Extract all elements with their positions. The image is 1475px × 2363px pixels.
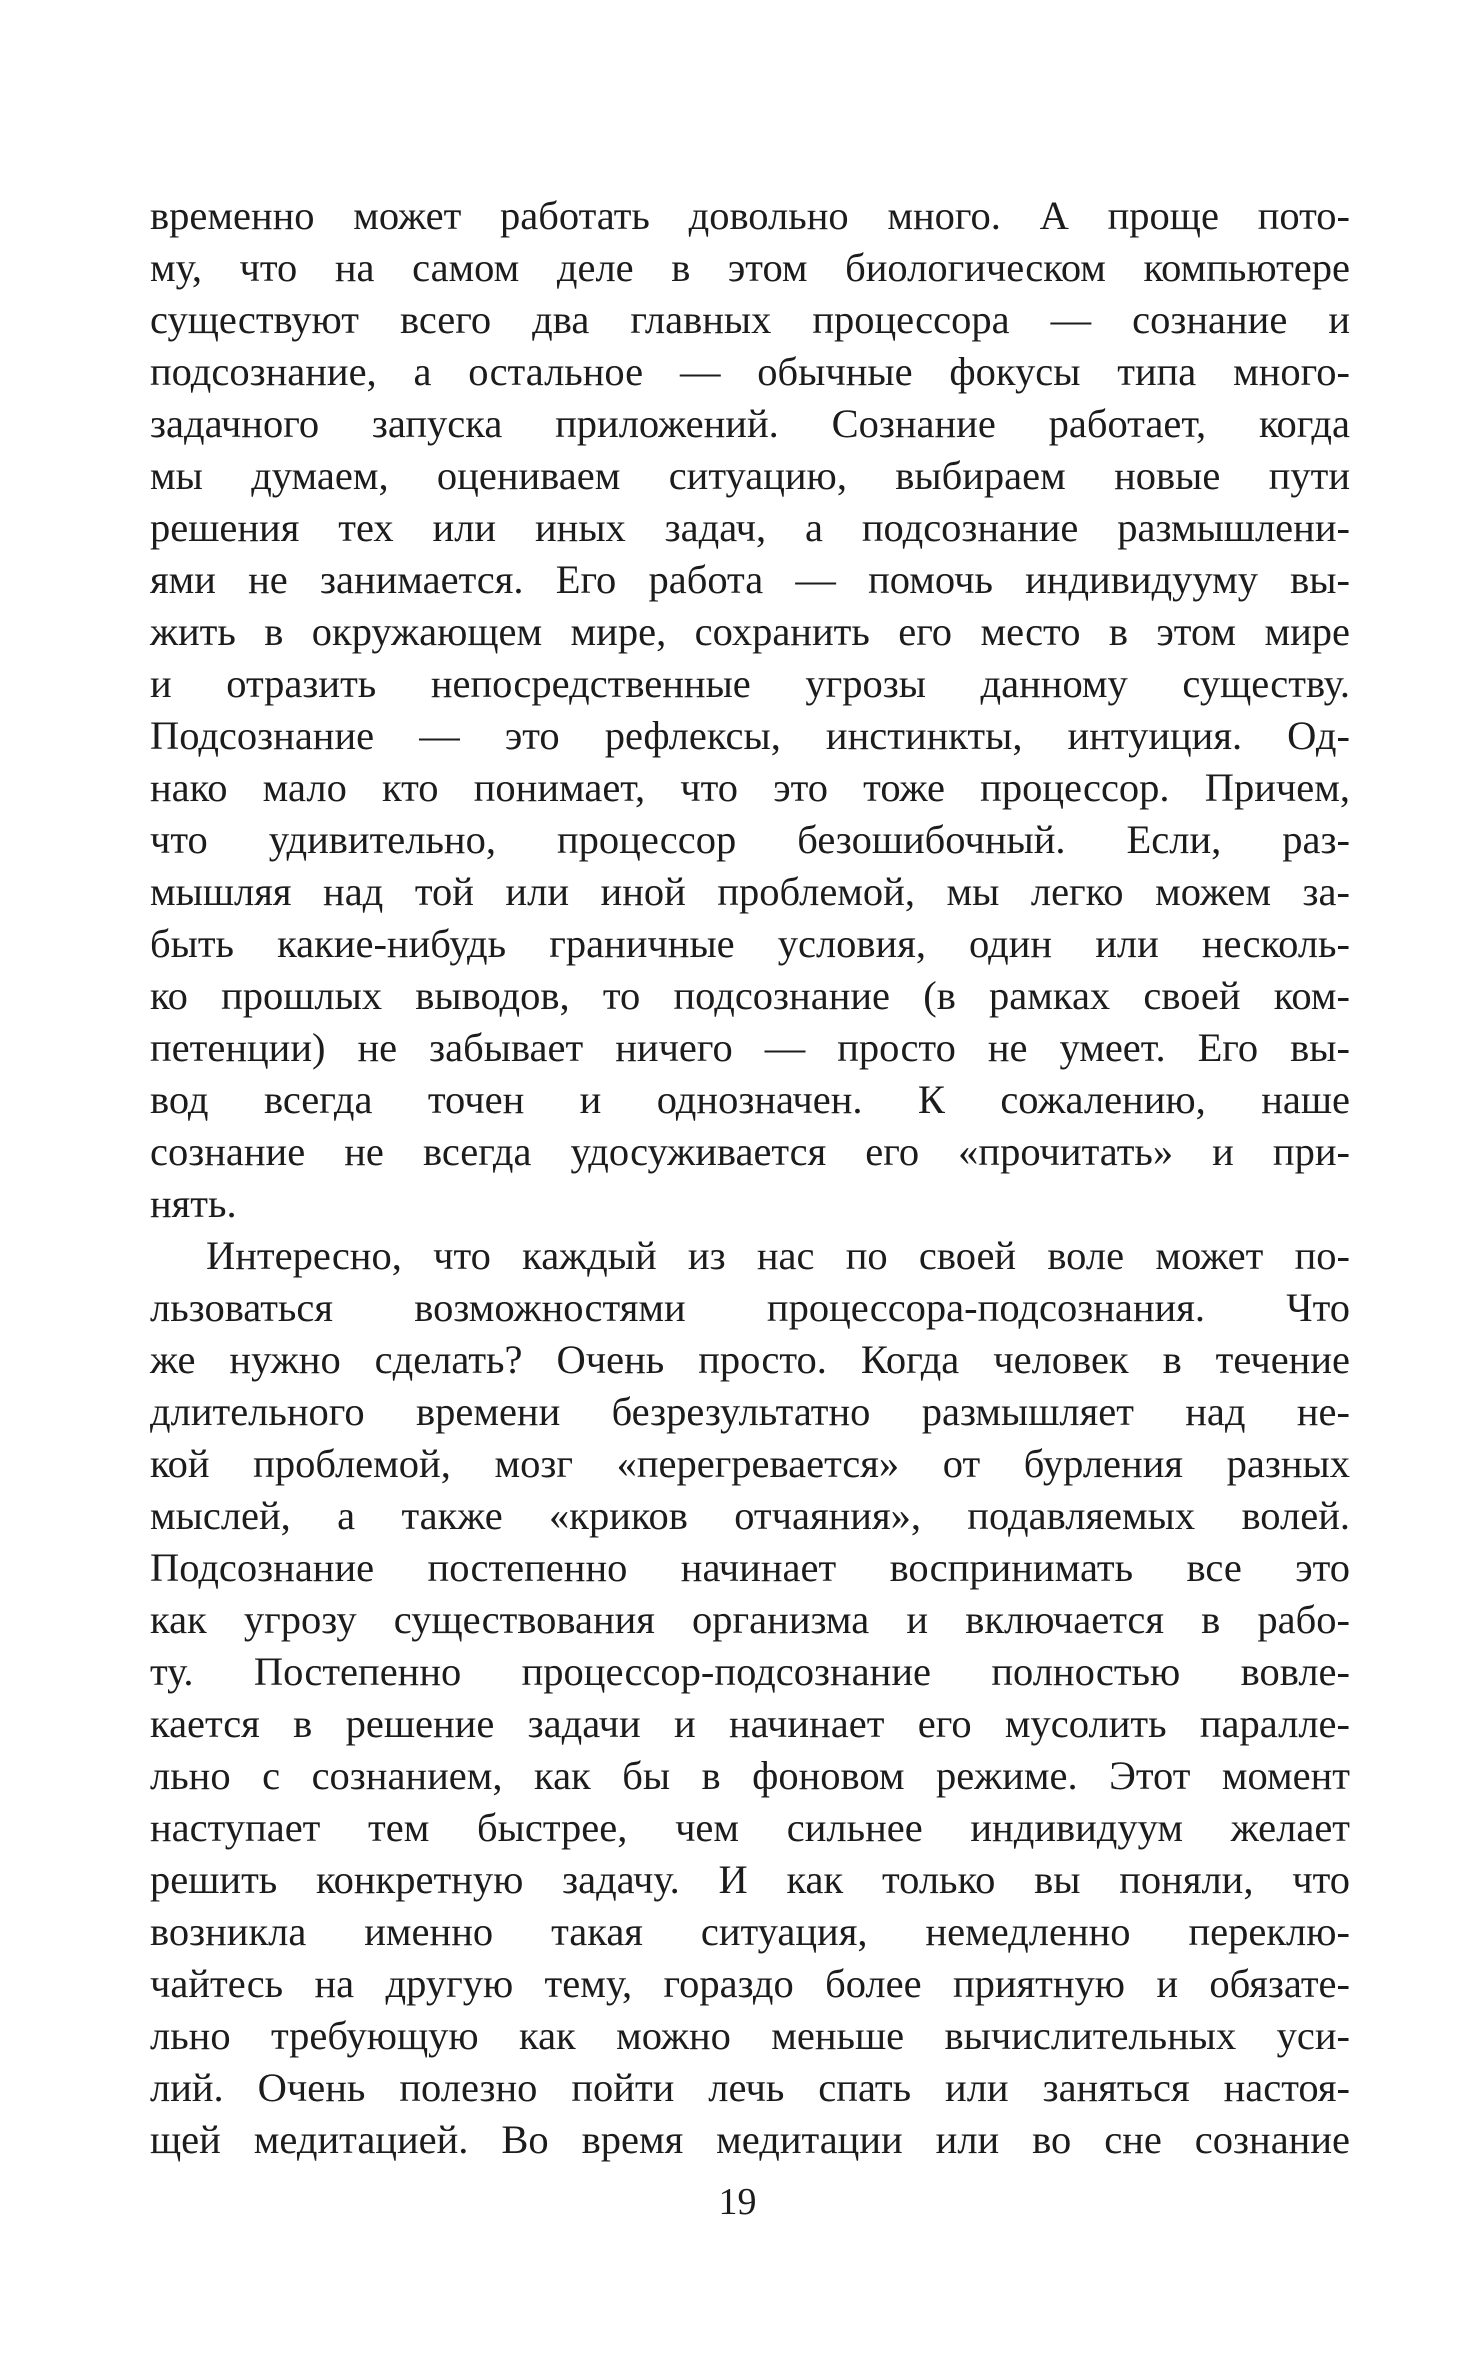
- text-line: ями не занимается. Его работа — помочь индивидууму вы-: [150, 557, 1350, 602]
- text-line: вод всегда точен и однозначен. К сожалению, наше: [150, 1077, 1350, 1122]
- text-line: что удивительно, процессор безошибочный. Если, раз-: [150, 817, 1350, 862]
- text-line: как угрозу существования организма и включается в рабо-: [150, 1597, 1350, 1642]
- text-line: задачного запуска приложений. Сознание работает, когда: [150, 401, 1350, 446]
- text-line: временно может работать довольно много. А проще пото-: [150, 193, 1350, 238]
- text-line: щей медитацией. Во время медитации или во сне сознание: [150, 2117, 1350, 2162]
- text-line: подсознание, а остальное — обычные фокусы типа много-: [150, 349, 1350, 394]
- text-line: нако мало кто понимает, что это тоже процессор. Причем,: [150, 765, 1350, 810]
- text-line: существуют всего два главных процессора — сознание и: [150, 297, 1350, 342]
- text-line: мы думаем, оцениваем ситуацию, выбираем новые пути: [150, 453, 1350, 498]
- text-line: льзоваться возможностями процессора-подсознания. Что: [150, 1285, 1350, 1330]
- text-line: возникла именно такая ситуация, немедленно переклю-: [150, 1909, 1350, 1954]
- text-line: мыслей, а также «криков отчаяния», подавляемых волей.: [150, 1493, 1350, 1538]
- text-line: петенции) не забывает ничего — просто не умеет. Его вы-: [150, 1025, 1350, 1070]
- text-line: наступает тем быстрее, чем сильнее индивидуум желает: [150, 1805, 1350, 1850]
- text-line: льно требующую как можно меньше вычислительных уси-: [150, 2013, 1350, 2058]
- text-line: лий. Очень полезно пойти лечь спать или заняться настоя-: [150, 2065, 1350, 2110]
- text-line: мышляя над той или иной проблемой, мы легко можем за-: [150, 869, 1350, 914]
- text-line: быть какие-нибудь граничные условия, один или несколь-: [150, 921, 1350, 966]
- text-line: ко прошлых выводов, то подсознание (в рамках своей ком-: [150, 973, 1350, 1018]
- text-line: решить конкретную задачу. И как только вы поняли, что: [150, 1857, 1350, 1902]
- page-number: 19: [718, 2181, 757, 2223]
- text-line: решения тех или иных задач, а подсознание размышлени-: [150, 505, 1350, 550]
- text-line: чайтесь на другую тему, гораздо более приятную и обязате-: [150, 1961, 1350, 2006]
- text-line: Подсознание постепенно начинает воспринимать все это: [150, 1545, 1350, 1590]
- text-line: и отразить непосредственные угрозы данному существу.: [150, 661, 1350, 706]
- text-line: кой проблемой, мозг «перегревается» от бурления разных: [150, 1441, 1350, 1486]
- text-line: ту. Постепенно процессор-подсознание полностью вовле-: [150, 1649, 1350, 1694]
- text-line: му, что на самом деле в этом биологическом компьютере: [150, 245, 1350, 290]
- text-line: же нужно сделать? Очень просто. Когда человек в течение: [150, 1337, 1350, 1382]
- text-line: жить в окружающем мире, сохранить его место в этом мире: [150, 609, 1350, 654]
- text-line: кается в решение задачи и начинает его мусолить паралле-: [150, 1701, 1350, 1746]
- text-line: льно с сознанием, как бы в фоновом режиме. Этот момент: [150, 1753, 1350, 1798]
- body-text: [150, 190, 1350, 2166]
- text-line: длительного времени безрезультатно размышляет над не-: [150, 1389, 1350, 1434]
- text-line: Интересно, что каждый из нас по своей воле может по-: [206, 1233, 1350, 1278]
- text-line: Подсознание — это рефлексы, инстинкты, интуиция. Од-: [150, 713, 1350, 758]
- text-line: сознание не всегда удосуживается его «прочитать» и при-: [150, 1129, 1350, 1174]
- text-line: нять.: [150, 1181, 237, 1226]
